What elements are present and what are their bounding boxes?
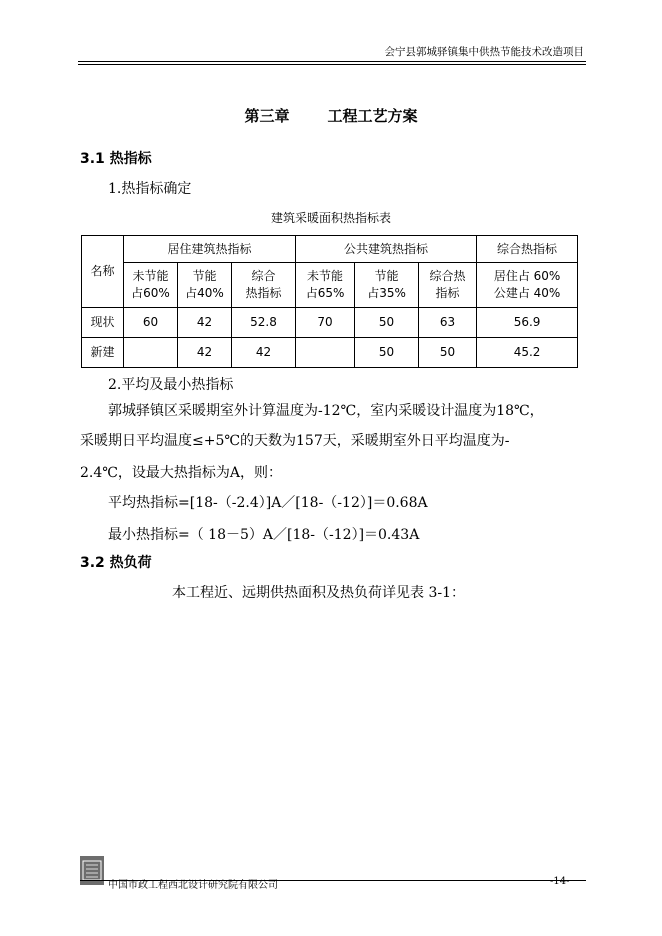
table-cell: 60	[124, 308, 178, 338]
section-heading-3-2: 3.2 热负荷	[80, 555, 152, 571]
section-heading-3-1: 3.1 热指标	[80, 151, 152, 167]
subheader-cell: 未节能 占65%	[296, 263, 355, 308]
formula-average: 平均热指标=[18-（-2.4）]A／[18-（-12）]＝0.68A	[108, 495, 428, 511]
subheader-cell: 节能 占40%	[178, 263, 232, 308]
paragraph-line: 郭城驿镇区采暖期室外计算温度为-12℃，室内采暖设计温度为18℃，	[108, 403, 544, 419]
header-group-public: 公共建筑热指标	[296, 236, 477, 263]
subheader-cell: 综合 热指标	[232, 263, 296, 308]
subheading-avg-min: 2.平均及最小热指标	[108, 377, 234, 393]
table-cell: 50	[419, 338, 477, 368]
running-header: 会宁县郭城驿镇集中供热节能技术改造项目	[384, 46, 584, 58]
table-cell: 45.2	[477, 338, 578, 368]
table-row	[82, 308, 578, 338]
table-cell	[124, 338, 178, 368]
subheading-heat-index: 1.热指标确定	[108, 181, 192, 197]
paragraph-heat-load: 本工程近、远期供热面积及热负荷详见表 3-1：	[172, 585, 465, 601]
footer-organization: 中国市政工程西北设计研究院有限公司	[108, 880, 278, 891]
table-cell: 52.8	[232, 308, 296, 338]
subheader-cell: 节能 占35%	[355, 263, 419, 308]
table-cell: 42	[178, 338, 232, 368]
subheader-cell: 居住占 60% 公建占 40%	[477, 263, 578, 308]
table-cell: 50	[355, 308, 419, 338]
table-cell	[296, 338, 355, 368]
table-cell: 70	[296, 308, 355, 338]
table-cell: 现状	[82, 308, 124, 338]
table-caption: 建筑采暖面积热指标表	[270, 211, 391, 225]
header-rule	[78, 61, 586, 62]
table-cell: 56.9	[477, 308, 578, 338]
paragraph-line: 采暖期日平均温度≤+5℃的天数为157天，采暖期室外日平均温度为-	[80, 433, 510, 449]
chapter-number: 第三章	[244, 107, 290, 125]
table-subheader-row	[82, 263, 578, 308]
table-cell: 63	[419, 308, 477, 338]
header-rule-thin	[78, 64, 586, 65]
heat-index-table	[81, 235, 578, 368]
subheader-cell: 综合热 指标	[419, 263, 477, 308]
table-cell: 新建	[82, 338, 124, 368]
header-name: 名称	[82, 236, 124, 308]
table-cell: 42	[232, 338, 296, 368]
table-cell: 42	[178, 308, 232, 338]
chapter-name: 工程工艺方案	[327, 107, 418, 125]
header-group-residential: 居住建筑热指标	[124, 236, 296, 263]
paragraph-line: 2.4℃，设最大热指标为A，则：	[80, 465, 283, 481]
table-row	[82, 338, 578, 368]
chapter-title	[0, 105, 662, 126]
header-group-combined: 综合热指标	[477, 236, 578, 263]
table-cell: 50	[355, 338, 419, 368]
table-header-row	[82, 236, 578, 263]
page-number: -14-	[550, 876, 570, 887]
formula-minimum: 最小热指标=（ 18－5）A／[18-（-12）]＝0.43A	[108, 527, 420, 543]
subheader-cell: 未节能 占60%	[124, 263, 178, 308]
